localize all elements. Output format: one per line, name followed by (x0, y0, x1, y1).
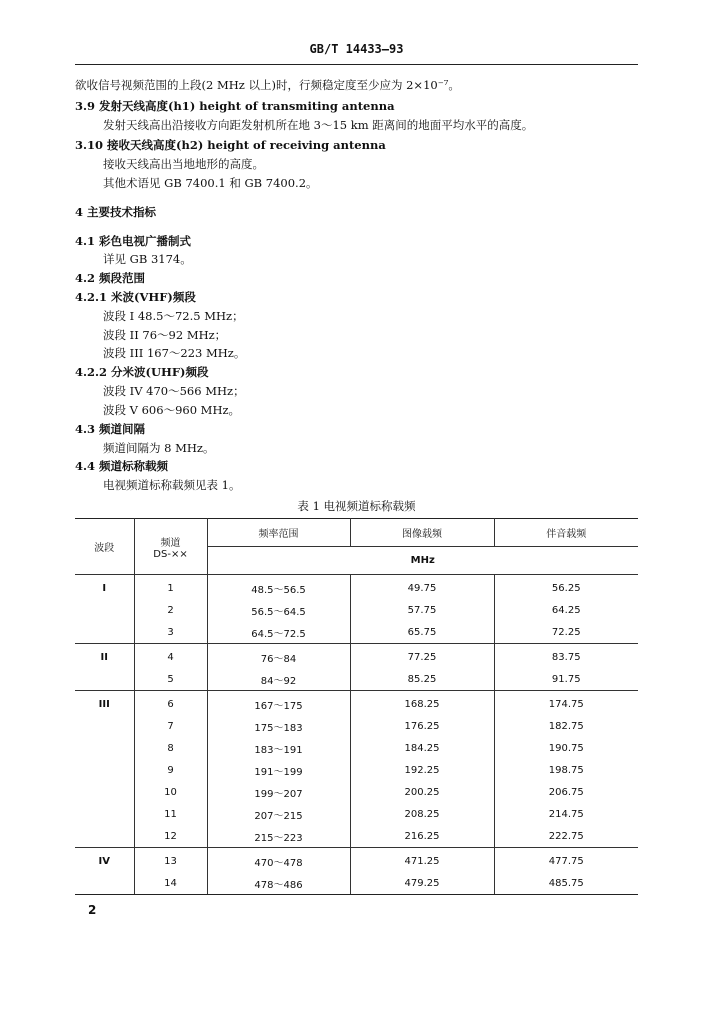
channel-cell: 2 (134, 599, 207, 621)
frequency-range-cell: 76～84 (207, 644, 350, 669)
table-row (75, 715, 638, 737)
sound-carrier-cell: 64.25 (494, 599, 638, 621)
band-line: 波段 IV 470～566 MHz； (103, 384, 245, 398)
section-heading-4-2-2: 4.2.2 分米波(UHF)频段 (75, 365, 209, 379)
table-row (75, 599, 638, 621)
table-row (75, 668, 638, 691)
table-row (75, 737, 638, 759)
sound-carrier-cell: 222.75 (494, 825, 638, 848)
sound-carrier-cell: 56.25 (494, 575, 638, 600)
band-cell: IV (75, 848, 134, 873)
column-header-channel (134, 519, 207, 575)
picture-carrier-cell: 176.25 (350, 715, 494, 737)
section-heading-4-2-1: 4.2.1 米波(VHF)频段 (75, 290, 196, 304)
frequency-range-cell: 199～207 (207, 781, 350, 803)
table-row (75, 621, 638, 644)
channel-cell: 11 (134, 803, 207, 825)
table-row (75, 872, 638, 895)
standard-number-header: GB/T 14433—93 (309, 42, 404, 56)
channel-cell: 6 (134, 691, 207, 716)
band-line: 波段 I 48.5～72.5 MHz； (103, 309, 244, 323)
band-cell (75, 759, 134, 781)
frequency-range-cell: 183～191 (207, 737, 350, 759)
body-line: 电视频道标称载频见表 1。 (103, 478, 241, 492)
table-caption: 表 1 电视频道标称载频 (297, 499, 416, 513)
band-cell: I (75, 575, 134, 600)
picture-carrier-cell: 57.75 (350, 599, 494, 621)
picture-carrier-cell: 471.25 (350, 848, 494, 873)
section-heading-3-10: 3.10 接收天线高度(h2) height of receiving antenna (75, 138, 386, 152)
column-header-band: 波段 (75, 519, 134, 575)
section-heading-4-2: 4.2 频段范围 (75, 271, 146, 285)
channel-cell: 8 (134, 737, 207, 759)
band-line: 波段 II 76～92 MHz； (103, 328, 227, 342)
section-heading-4-3: 4.3 频道间隔 (75, 422, 146, 436)
frequency-range-cell: 215～223 (207, 825, 350, 848)
band-cell: II (75, 644, 134, 669)
table-body (75, 575, 638, 895)
channel-cell: 5 (134, 668, 207, 691)
page-number: 2 (88, 903, 97, 917)
table-row (75, 803, 638, 825)
picture-carrier-cell: 216.25 (350, 825, 494, 848)
channel-cell: 4 (134, 644, 207, 669)
channel-cell: 10 (134, 781, 207, 803)
sound-carrier-cell: 477.75 (494, 848, 638, 873)
band-cell (75, 872, 134, 895)
band-cell (75, 668, 134, 691)
table-row (75, 825, 638, 848)
band-cell (75, 803, 134, 825)
channel-header-line1: 频道 (160, 537, 181, 549)
unit-header: MHz (207, 547, 638, 575)
frequency-range-cell: 470～478 (207, 848, 350, 873)
sound-carrier-cell: 206.75 (494, 781, 638, 803)
band-cell (75, 715, 134, 737)
frequency-range-cell: 84～92 (207, 668, 350, 691)
band-cell (75, 621, 134, 644)
sound-carrier-cell: 182.75 (494, 715, 638, 737)
frequency-range-cell: 56.5～64.5 (207, 599, 350, 621)
column-header-picture-carrier: 图像载频 (350, 519, 494, 547)
band-line: 波段 V 606～960 MHz。 (103, 403, 241, 417)
picture-carrier-cell: 77.25 (350, 644, 494, 669)
picture-carrier-cell: 49.75 (350, 575, 494, 600)
column-header-sound-carrier: 伴音载频 (494, 519, 638, 547)
picture-carrier-cell: 168.25 (350, 691, 494, 716)
section-heading-4-4: 4.4 频道标称载频 (75, 459, 169, 473)
sound-carrier-cell: 91.75 (494, 668, 638, 691)
band-cell (75, 781, 134, 803)
picture-carrier-cell: 184.25 (350, 737, 494, 759)
picture-carrier-cell: 85.25 (350, 668, 494, 691)
channel-cell: 7 (134, 715, 207, 737)
frequency-range-cell: 175～183 (207, 715, 350, 737)
picture-carrier-cell: 479.25 (350, 872, 494, 895)
table-row (75, 644, 638, 669)
section-heading-4: 4 主要技术指标 (75, 205, 157, 219)
column-header-frequency-range: 频率范围 (207, 519, 350, 547)
channel-cell: 3 (134, 621, 207, 644)
table-row (75, 848, 638, 873)
channel-header-line2: DS-×× (153, 548, 188, 560)
table-row (75, 575, 638, 600)
channel-cell: 13 (134, 848, 207, 873)
sound-carrier-cell: 485.75 (494, 872, 638, 895)
sound-carrier-cell: 174.75 (494, 691, 638, 716)
sound-carrier-cell: 198.75 (494, 759, 638, 781)
table-row (75, 781, 638, 803)
frequency-range-cell: 64.5～72.5 (207, 621, 350, 644)
sound-carrier-cell: 72.25 (494, 621, 638, 644)
sound-carrier-cell: 83.75 (494, 644, 638, 669)
channel-frequency-table (75, 518, 638, 895)
frequency-range-cell: 191～199 (207, 759, 350, 781)
sound-carrier-cell: 214.75 (494, 803, 638, 825)
channel-cell: 12 (134, 825, 207, 848)
body-line: 详见 GB 3174。 (103, 252, 192, 266)
band-cell (75, 737, 134, 759)
picture-carrier-cell: 192.25 (350, 759, 494, 781)
section-heading-4-1: 4.1 彩色电视广播制式 (75, 234, 192, 248)
body-line: 接收天线高出当地地形的高度。 (103, 157, 264, 171)
picture-carrier-cell: 208.25 (350, 803, 494, 825)
band-cell: III (75, 691, 134, 716)
table-row (75, 759, 638, 781)
body-line: 欲收信号视频范围的上段(2 MHz 以上)时，行频稳定度至少应为 2×10⁻⁷。 (75, 78, 460, 92)
section-heading-3-9: 3.9 发射天线高度(h1) height of transmiting antenna (75, 99, 395, 113)
band-cell (75, 599, 134, 621)
frequency-range-cell: 48.5～56.5 (207, 575, 350, 600)
header-rule (75, 64, 638, 65)
frequency-range-cell: 167～175 (207, 691, 350, 716)
frequency-range-cell: 478～486 (207, 872, 350, 895)
body-line: 其他术语见 GB 7400.1 和 GB 7400.2。 (103, 176, 318, 190)
band-line: 波段 III 167～223 MHz。 (103, 346, 246, 360)
picture-carrier-cell: 200.25 (350, 781, 494, 803)
sound-carrier-cell: 190.75 (494, 737, 638, 759)
band-cell (75, 825, 134, 848)
frequency-range-cell: 207～215 (207, 803, 350, 825)
channel-cell: 9 (134, 759, 207, 781)
table-row (75, 691, 638, 716)
channel-cell: 14 (134, 872, 207, 895)
channel-cell: 1 (134, 575, 207, 600)
body-line: 频道间隔为 8 MHz。 (103, 441, 215, 455)
body-line: 发射天线高出沿接收方向距发射机所在地 3～15 km 距离间的地面平均水平的高度。 (103, 118, 534, 132)
picture-carrier-cell: 65.75 (350, 621, 494, 644)
